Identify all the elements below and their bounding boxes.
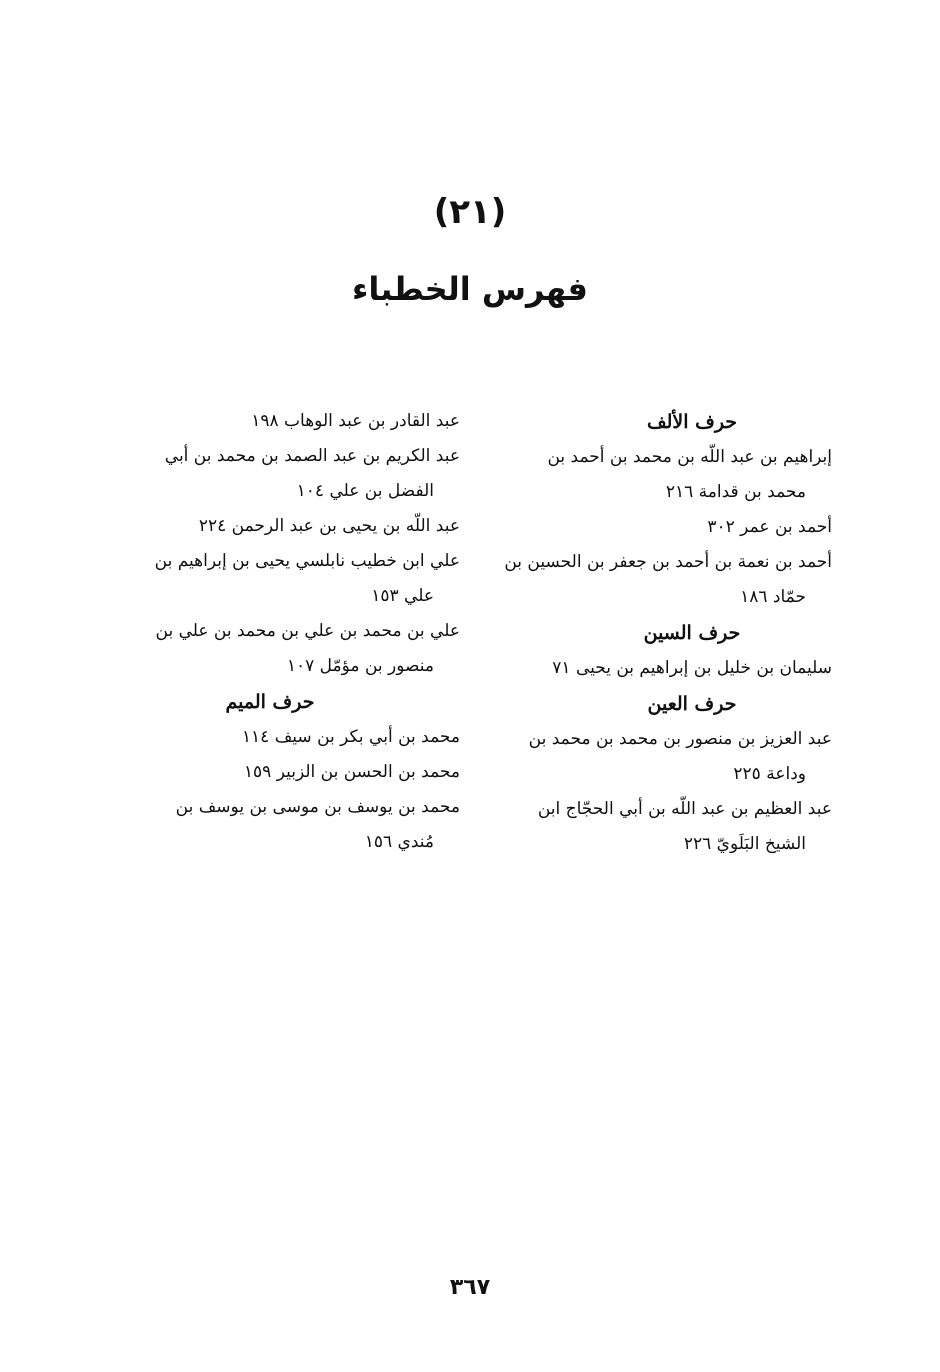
index-entry [98, 720, 460, 755]
page-number: ٣٦٧ [449, 1275, 491, 1300]
entry-continuation: منصور بن مؤمّل ١٠٧ [286, 656, 434, 676]
entry-text: عبد العظيم بن عبد اللّه بن أبي الحجّاج ابن [537, 799, 832, 819]
entry-continuation: الشيخ البَلَويّ ٢٢٦ [683, 834, 806, 854]
letter-heading: حرف العين [647, 693, 737, 715]
chapter-number: (٢١) [433, 192, 507, 232]
entry-continuation: علي ١٥٣ [371, 586, 434, 606]
entry-continuation: حمّاد ١٨٦ [740, 587, 806, 607]
entry-continuation: محمد بن قدامة ٢١٦ [665, 482, 806, 502]
entry-text: محمد بن يوسف بن موسى بن يوسف بن [175, 797, 460, 817]
entry-text: سليمان بن خليل بن إبراهيم بن يحيى ٧١ [552, 658, 832, 678]
index-entry [470, 792, 832, 862]
index-column-right [470, 404, 832, 862]
index-entry [98, 755, 460, 790]
index-entry [98, 509, 460, 544]
letter-heading: حرف الألف [646, 411, 738, 433]
entry-text: محمد بن الحسن بن الزبير ١٥٩ [243, 762, 460, 782]
letter-heading: حرف السين [643, 622, 741, 644]
index-entry [470, 651, 832, 686]
entry-text: عبد القادر بن عبد الوهاب ١٩٨ [251, 411, 460, 431]
entry-text: محمد بن أبي بكر بن سيف ١١٤ [241, 727, 460, 747]
entry-text: أحمد بن نعمة بن أحمد بن جعفر بن الحسين بن [504, 552, 832, 572]
entry-text: عبد الكريم بن عبد الصمد بن محمد بن أبي [164, 446, 460, 466]
entry-text: أحمد بن عمر ٣٠٢ [707, 517, 832, 537]
index-entry [98, 614, 460, 684]
index-column-left [98, 404, 460, 860]
index-entry [98, 439, 460, 509]
entry-text: عبد اللّه بن يحيى بن عبد الرحمن ٢٢٤ [198, 516, 460, 536]
index-entry [470, 510, 832, 545]
index-entry [470, 440, 832, 510]
letter-heading: حرف الميم [225, 691, 315, 713]
index-entry [470, 545, 832, 615]
entry-continuation: الفضل بن علي ١٠٤ [296, 481, 434, 501]
entry-text: إبراهيم بن عبد اللّه بن محمد بن أحمد بن [547, 447, 832, 467]
entry-continuation: مُندي ١٥٦ [364, 832, 434, 852]
index-entry [470, 722, 832, 792]
index-entry [98, 404, 460, 439]
entry-text: عبد العزيز بن منصور بن محمد بن محمد بن [528, 729, 832, 749]
chapter-title: فهرس الخطباء [352, 270, 588, 308]
index-entry [98, 790, 460, 860]
index-entry [98, 544, 460, 614]
entry-text: علي ابن خطيب نابلسي يحيى بن إبراهيم بن [154, 551, 460, 571]
entry-text: علي بن محمد بن علي بن محمد بن علي بن [155, 621, 460, 641]
entry-continuation: وداعة ٢٢٥ [733, 764, 806, 784]
